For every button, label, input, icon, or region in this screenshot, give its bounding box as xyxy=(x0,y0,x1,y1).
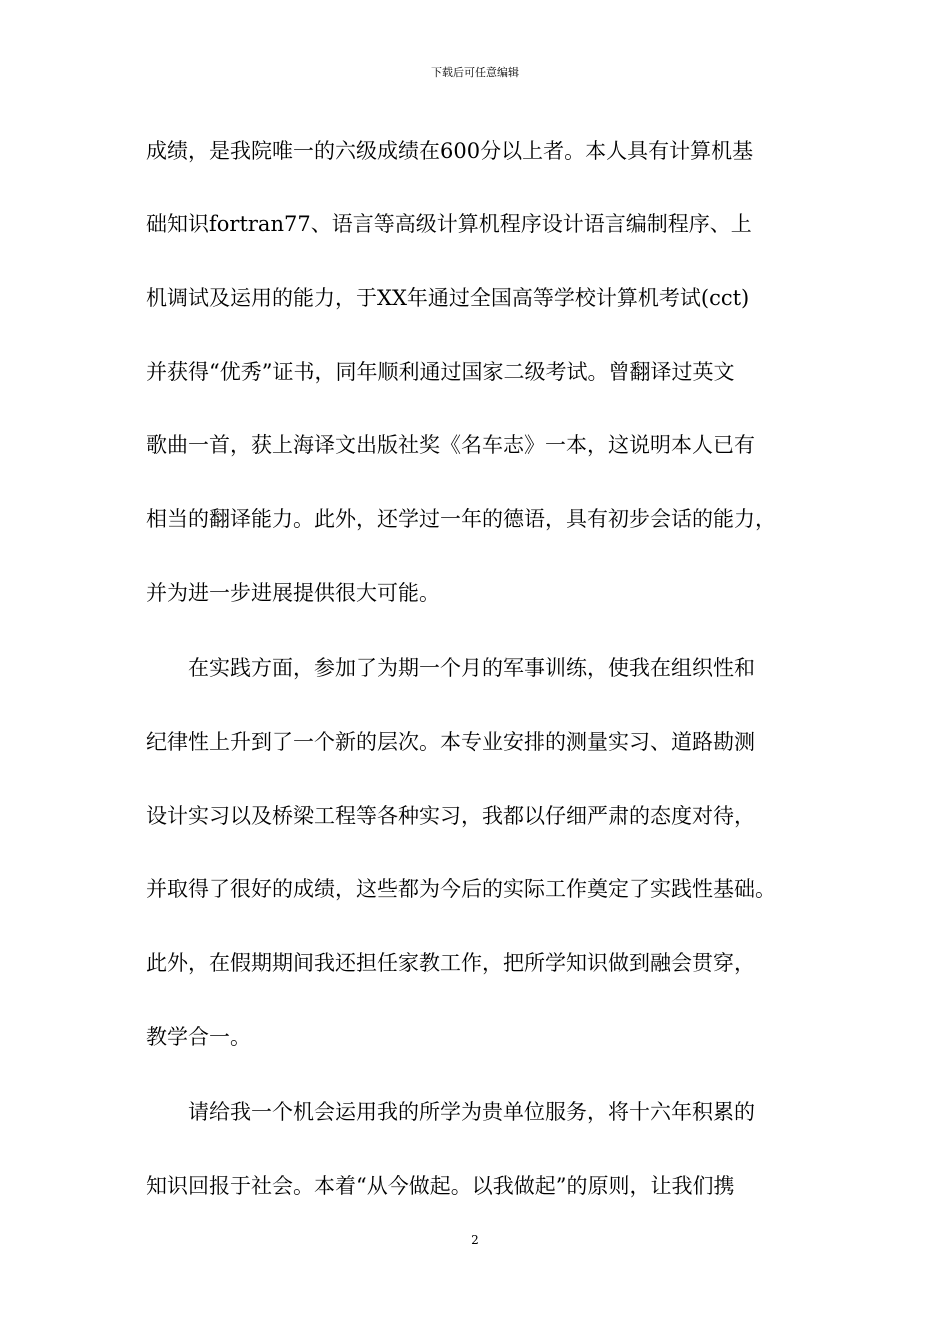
page-header: 下载后可任意编辑 xyxy=(431,66,519,79)
body-line-12: 此外，在假期期间我还担任家教工作，把所学知识做到融会贯穿， xyxy=(146,951,755,975)
body-line-7: 并为进一步进展提供很大可能。 xyxy=(146,581,440,605)
body-line-11: 并取得了很好的成绩，这些都为今后的实际工作奠定了实践性基础。 xyxy=(146,877,776,901)
body-line-9: 纪律性上升到了一个新的层次。本专业安排的测量实习、道路勘测 xyxy=(146,730,755,754)
body-line-1: 成绩，是我院唯一的六级成绩在600分以上者。本人具有计算机基 xyxy=(146,139,754,163)
page-number: 2 xyxy=(471,1233,479,1247)
body-line-5: 歌曲一首，获上海译文出版社奖《名车志》一本，这说明本人已有 xyxy=(146,433,755,457)
body-line-15: 知识回报于社会。本着“从今做起。以我做起”的原则，让我们携 xyxy=(146,1174,735,1198)
body-line-13: 教学合一。 xyxy=(146,1025,251,1049)
body-line-10: 设计实习以及桥梁工程等各种实习，我都以仔细严肃的态度对待， xyxy=(146,804,755,828)
body-line-4: 并获得“优秀”证书，同年顺利通过国家二级考试。曾翻译过英文 xyxy=(146,360,735,384)
body-line-14: 请给我一个机会运用我的所学为贵单位服务，将十六年积累的 xyxy=(146,1100,755,1124)
body-line-2: 础知识fortran77、语言等高级计算机程序设计语言编制程序、上 xyxy=(146,212,752,236)
body-line-8: 在实践方面，参加了为期一个月的军事训练，使我在组织性和 xyxy=(146,656,755,680)
body-line-6: 相当的翻译能力。此外，还学过一年的德语，具有初步会话的能力， xyxy=(146,507,776,531)
body-line-3: 机调试及运用的能力，于XX年通过全国高等学校计算机考试(cct) xyxy=(146,286,750,310)
